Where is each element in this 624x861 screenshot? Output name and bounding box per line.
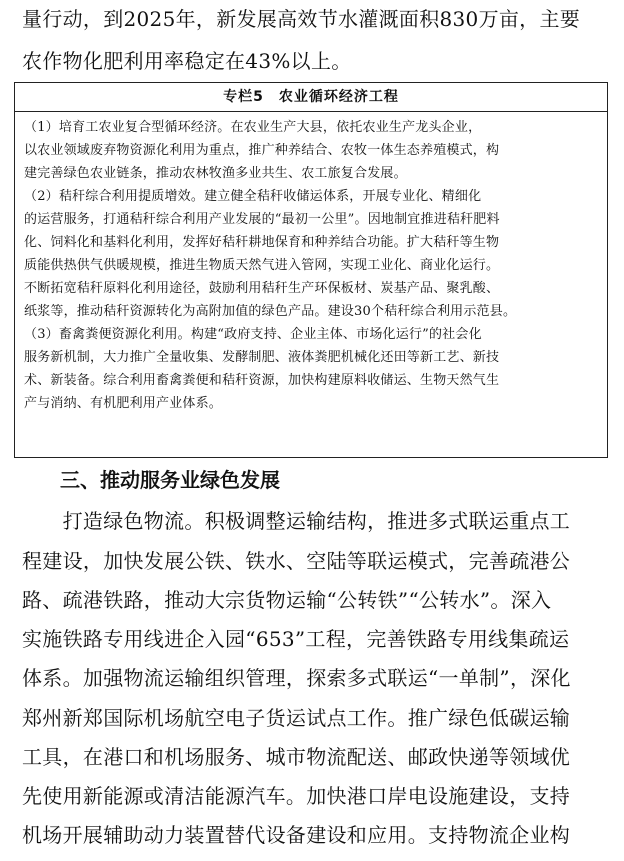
box-line-3: 建完善绿色农业链条，推动农林牧渔多业共生、农工旅复合发展。: [24, 166, 407, 181]
box-line-2: 以农业领域废弃物资源化利用为重点，推广种养结合、农牧一体生态养殖模式，构: [24, 143, 500, 158]
box-line-11: 服务新机制，大力推广全量收集、发酵制肥、液体粪肥机械化还田等新工艺、新技: [24, 350, 500, 365]
box-line-12: 术、新装备。综合利用畜禽粪便和秸秆资源，加快构建原料收储运、生物天然气生: [24, 373, 500, 388]
top-paragraph-line-2: 农作物化肥利用率稳定在43%以上。: [22, 49, 352, 73]
main-paragraph-line-7: 工具，在港口和机场服务、城市物流配送、邮政快递等领域优: [22, 745, 571, 769]
main-paragraph-line-1: 打造绿色物流。积极调整运输结构，推进多式联运重点工: [22, 509, 571, 533]
box-line-4: （2）秸秆综合利用提质增效。建立健全秸秆收储运体系，开展专业化、精细化: [24, 189, 482, 204]
main-paragraph-line-8: 先使用新能源或清洁能源汽车。加快港口岸电设施建设，支持: [22, 784, 571, 808]
main-paragraph-line-9: 机场开展辅助动力装置替代设备建设和应用。支持物流企业构: [22, 823, 571, 847]
box-line-8: 不断拓宽秸秆原料化利用途径，鼓励利用秸秆生产环保板材、炭基产品、聚乳酸、: [24, 281, 500, 296]
box-line-13: 产与消纳、有机肥利用产业体系。: [24, 396, 223, 411]
box-title: 专栏5 农业循环经济工程: [15, 83, 607, 112]
sidebar-box-column-5: [14, 82, 608, 458]
main-paragraph-line-3: 路、疏港铁路，推动大宗货物运输“公转铁”“公转水”。深入: [22, 588, 552, 612]
main-paragraph-line-5: 体系。加强物流运输组织管理，探索多式联运“一单制”，深化: [22, 666, 571, 690]
section-heading: 三、推动服务业绿色发展: [60, 468, 280, 492]
box-line-9: 纸浆等，推动秸秆资源转化为高附加值的绿色产品。建设30个秸秆综合利用示范县。: [24, 304, 517, 319]
box-line-7: 质能供热供气供暖规模，推进生物质天然气进入管网，实现工业化、商业化运行。: [24, 258, 500, 273]
box-line-10: （3）畜禽粪便资源化利用。构建“政府支持、企业主体、市场化运行”的社会化: [24, 327, 482, 342]
main-paragraph-line-4: 实施铁路专用线进企入园“653”工程，完善铁路专用线集疏运: [22, 627, 570, 651]
box-line-1: （1）培育工农业复合型循环经济。在农业生产大县，依托农业生产龙头企业，: [24, 120, 482, 135]
top-paragraph-line-1: 量行动，到2025年，新发展高效节水灌溉面积830万亩，主要: [22, 7, 581, 31]
main-paragraph-line-6: 郑州新郑国际机场航空电子货运试点工作。推广绿色低碳运输: [22, 706, 571, 730]
box-line-6: 化、饲料化和基料化利用，发挥好秸秆耕地保育和种养结合功能。扩大秸秆等生物: [24, 235, 500, 250]
main-paragraph-line-2: 程建设，加快发展公铁、铁水、空陆等联运模式，完善疏港公: [22, 549, 571, 573]
box-line-5: 的运营服务，打通秸秆综合利用产业发展的“最初一公里”。因地制宜推进秸秆肥料: [24, 212, 500, 227]
